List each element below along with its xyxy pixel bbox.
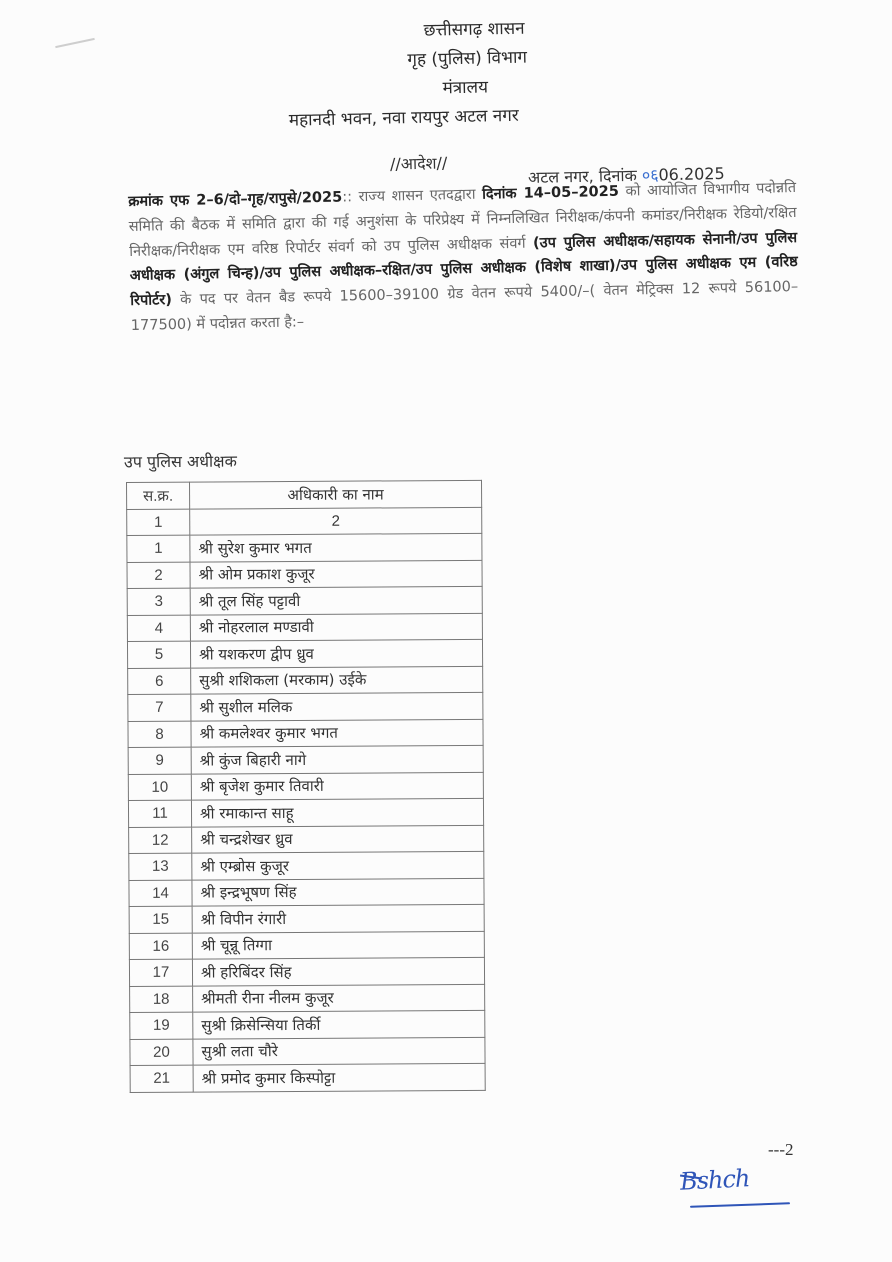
officer-name: श्रीमती रीना नीलम कुजूर — [193, 984, 485, 1012]
table-row — [127, 639, 482, 668]
table-row — [130, 1010, 485, 1039]
serial-number: 20 — [130, 1039, 193, 1066]
table-row — [130, 1037, 485, 1066]
serial-number: 3 — [127, 588, 190, 615]
signature-underline — [690, 1202, 790, 1207]
table-row — [130, 1063, 485, 1092]
order-title: //आदेश// — [389, 153, 448, 174]
table-row — [128, 692, 483, 721]
serial-number: 2 — [127, 562, 190, 589]
officer-name: श्री एम्ब्रोस कुजूर — [192, 851, 484, 879]
serial-number: 18 — [130, 986, 193, 1013]
officer-name: श्री कुंज बिहारी नागे — [191, 745, 483, 773]
officer-name: श्री चून्नू तिग्गा — [192, 931, 484, 959]
table-row — [129, 931, 484, 960]
officer-name: श्री नोहरलाल मण्डावी — [190, 613, 482, 641]
serial-number: 11 — [128, 800, 191, 827]
table-row — [129, 904, 484, 933]
serial-number: 1 — [127, 535, 190, 562]
officer-name: श्री यशकरण द्वीप ध्रुव — [190, 639, 482, 667]
officer-name: सुश्री लता चौरे — [193, 1037, 485, 1065]
header-serial: स.क्र. — [127, 482, 190, 509]
officer-name: श्री प्रमोद कुमार किस्पोट्टा — [193, 1063, 485, 1091]
page-continuation: ---2 — [768, 1140, 794, 1159]
table-row — [128, 798, 483, 827]
printed-month-year: 06.2025 — [658, 163, 725, 185]
table-row — [128, 719, 483, 748]
letterhead-department: गृह (पुलिस) विभाग — [407, 47, 528, 71]
officer-name: सुश्री क्रिसेन्सिया तिर्की — [193, 1010, 485, 1038]
serial-number: 16 — [129, 933, 192, 960]
officer-name: श्री चन्द्रशेखर ध्रुव — [192, 825, 484, 853]
body-part-1: :: राज्य शासन एतदद्वारा — [342, 186, 483, 206]
table-row — [129, 851, 484, 880]
officers-table — [126, 480, 486, 1093]
table-row — [127, 533, 482, 562]
serial-number: 6 — [128, 668, 191, 695]
serial-number: 13 — [129, 853, 192, 880]
section-title: उप पुलिस अधीक्षक — [123, 451, 237, 472]
letterhead-ministry: मंत्रालय — [442, 77, 489, 99]
meeting-date: दिनांक 14–05–2025 — [482, 183, 620, 203]
serial-number: 5 — [127, 641, 190, 668]
officer-name: श्री इन्द्रभूषण सिंह — [192, 878, 484, 906]
officer-name: श्री ओम प्रकाश कुजूर — [190, 560, 482, 588]
serial-number: 8 — [128, 721, 191, 748]
table-row — [128, 745, 483, 774]
serial-number: 17 — [129, 959, 192, 986]
officer-name: श्री रमाकान्त साहू — [191, 798, 483, 826]
table-row — [130, 984, 485, 1013]
body-part-2: को आयोजित विभागीय पदोन्नति समिति की बैठक में समिति द्वारा की गई अनुशंसा के परिप्रेक्ष्य में निम्नलिखित निरीक्षक/कंपनी कमांडर/निरीक्षक रेडियो/रक्षित निरीक्षक/निरीक्षक एम वरिष्ठ रिपोर्टर संवर्ग को उप पुलिस अधीक्षक संवर्ग — [128, 180, 797, 260]
table-row — [129, 825, 484, 854]
scan-mark — [55, 38, 95, 48]
serial-number: 4 — [127, 615, 190, 642]
table-row — [127, 560, 482, 589]
body-part-4: के पद पर वेतन बैड रूपये 15600–39100 ग्रेड वेतन रूपये 5400/–( वेतन मेट्रिक्स 12 रूपये 56100–177500) में पदोन्नत करता है:– — [130, 279, 799, 334]
officer-name: श्री तूल सिंह पट्टावी — [190, 586, 482, 614]
serial-number: 9 — [128, 747, 191, 774]
officer-name: श्री हरिबिंदर सिंह — [192, 957, 484, 985]
letterhead-address: महानदी भवन, नवा रायपुर अटल नगर — [288, 105, 519, 131]
table-row — [127, 613, 482, 642]
serial-number: 21 — [130, 1065, 193, 1092]
serial-number: 19 — [130, 1012, 193, 1039]
officer-name: सुश्री शशिकला (मरकाम) उईके — [191, 666, 483, 694]
serial-number: 12 — [129, 827, 192, 854]
place-date-label: अटल नगर, दिनांक — [527, 165, 637, 188]
column-index-2: 2 — [190, 507, 482, 535]
table-row — [127, 586, 482, 615]
officer-name: श्री कमलेश्वर कुमार भगत — [191, 719, 483, 747]
serial-number: 7 — [128, 694, 191, 721]
officer-name: श्री सुशील मलिक — [191, 692, 483, 720]
cadre-list: (उप पुलिस अधीक्षक/सहायक सेनानी/उप पुलिस अधीक्षक (अंगुल चिन्ह)/उप पुलिस अधीक्षक–रक्षित/उप पुलिस अधीक्षक (विशेष शाखा)/उप पुलिस अधीक्षक एम (वरिष्ठ रिपोर्टर) — [129, 229, 798, 310]
table-row — [128, 666, 483, 695]
table-row — [129, 957, 484, 986]
table-row — [129, 878, 484, 907]
letterhead-government: छत्तीसगढ़ शासन — [423, 18, 525, 41]
officer-name: श्री सुरेश कुमार भगत — [190, 533, 482, 561]
order-body — [128, 176, 799, 339]
serial-number: 14 — [129, 880, 192, 907]
officer-name: श्री बृजेश कुमार तिवारी — [191, 772, 483, 800]
column-index-1: 1 — [127, 509, 190, 536]
table-header-row — [127, 480, 482, 509]
serial-number: 10 — [128, 774, 191, 801]
serial-number: 15 — [129, 906, 192, 933]
signature: Bshch — [679, 1164, 750, 1196]
letterhead — [279, 12, 641, 136]
reference-number: क्रमांक एफ 2–6/दो–गृह/रापुसे/2025 — [128, 189, 343, 210]
header-officer-name: अधिकारी का नाम — [190, 480, 482, 508]
handwritten-day: ०६ — [641, 165, 659, 185]
officer-name: श्री विपीन रंगारी — [192, 904, 484, 932]
table-row — [128, 772, 483, 801]
column-index-row — [127, 507, 482, 536]
